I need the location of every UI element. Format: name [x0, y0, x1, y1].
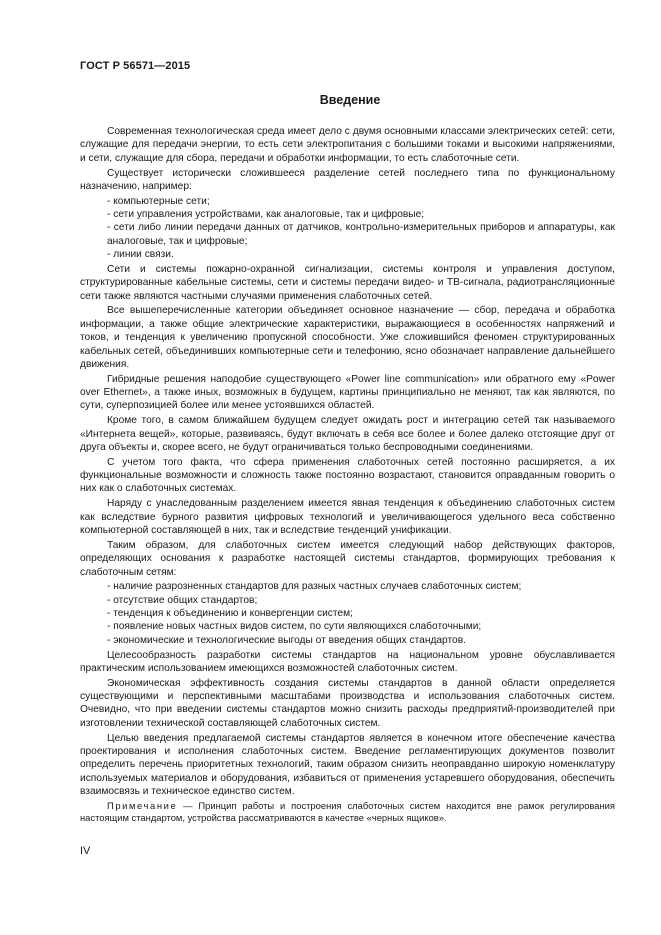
paragraph: Наряду с унаследованным разделением имеется явная тенденция к объединению слаботочных систем как вследствие бурного развития цифровых технологий и увеличивающегося удельного веса собственно компьютерной составляющей в них, так и вследствие тенденций унификации. — [80, 498, 615, 536]
note-text: — Принцип работы и построения слаботочных систем находится вне рамок регулирования настоящим стандартом, устройства рассматриваются в качестве «черных ящиков». — [80, 799, 615, 824]
list-item: - компьютерные сети; — [80, 195, 615, 208]
list-item: - линии связи. — [80, 248, 615, 261]
paragraph: Все вышеперечисленные категории объединяет основное назначение — сбор, передача и обработка информации, а также общие электрические характеристики, выражающиеся в особенностях напряжений и токов, и тенденция к увеличению пропускной способности. Уже сложившийся феномен структурированных кабельных сетей, объединивших компьютерные сети и телефонию, ясно обозначает направление дальнейшего движения. — [80, 305, 615, 370]
page-title: Введение — [319, 93, 381, 107]
note — [80, 800, 615, 825]
document-body — [80, 125, 615, 826]
list-item: - тенденция к объединению и конвергенции систем; — [80, 607, 615, 620]
paragraph: Экономическая эффективность создания системы стандартов в данной области определяется существующими и перспективными масштабами производства и использования слаботочных систем. Очевидно, что при введении системы стандартов можно снизить расходы предприятий-производителей при изготовлении технической составляющей слаботочных систем. — [80, 677, 615, 729]
paragraph: Сети и системы пожарно-охранной сигнализации, системы контроля и управления доступом, структурированные кабельные системы, сети и системы передачи видео- и ТВ-сигнала, радиотрансляционные сети также являются частными случаями применения слаботочных сетей. — [80, 263, 615, 302]
note-label: Примечание — [107, 799, 178, 811]
paragraph: С учетом того факта, что сфера применения слаботочных сетей постоянно расширяется, а их функциональные возможности и сложность также постоянно возрастают, становится оправданным говорить о них как о слаботочных системах. — [80, 456, 615, 495]
paragraph: Целью введения предлагаемой системы стандартов является в конечном итоге обеспечение качества проектирования и исполнения слаботочных систем. Введение регламентирующих документов позволит определить перечень приоритетных технологий, таким образом снизить неоправданно широкую номенклатуру используемых материалов и оборудования, избавиться от применения устаревшего оборудования, обеспечить взаимосвязь и техническое единство систем. — [80, 732, 615, 797]
page-number: IV — [80, 845, 91, 857]
bullet-list — [80, 580, 615, 647]
paragraph: Таким образом, для слаботочных систем имеется следующий набор действующих факторов, определяющих основания к разработке настоящей системы стандартов, формирующих требования к слаботочным сетям: — [80, 539, 615, 578]
list-item: - отсутствие общих стандартов; — [80, 594, 615, 607]
list-item: - сети либо линии передачи данных от датчиков, контрольно-измерительных приборов и аппаратуры, как аналоговые, так и цифровые; — [80, 221, 615, 248]
paragraph: Кроме того, в самом ближайшем будущем следует ожидать рост и интеграцию сетей так называемого «Интернета вещей», которые, развиваясь, будут включать в себя все более и более далеко отстоящие друг от друга объекты и, скорее всего, не будут ограничиваться только беспроводными соединениями. — [80, 415, 615, 453]
list-item: - экономические и технологические выгоды от введения общих стандартов. — [80, 634, 615, 647]
paragraph: Гибридные решения наподобие существующего «Power line communication» или обратного ему «Power over Ethernet», а также иных, возможных в будущем, картины принципиально не меняют, так как являются, по сути, суперпозицией более или менее устоявшихся областей. — [80, 373, 615, 412]
paragraph: Целесообразность разработки системы стандартов на национальном уровне обуславливается практическим использованием имеющихся возможностей слаботочных систем. — [80, 649, 615, 674]
list-item: - наличие разрозненных стандартов для разных частных случаев слаботочных систем; — [80, 580, 615, 593]
paragraph: Существует исторически сложившееся разделение сетей последнего типа по функциональному назначению, например: — [80, 167, 615, 192]
list-item: - сети управления устройствами, как аналоговые, так и цифровые; — [80, 208, 615, 221]
document-standard-number: ГОСТ Р 56571—2015 — [80, 60, 191, 72]
bullet-list — [80, 195, 615, 262]
paragraph: Современная технологическая среда имеет дело с двумя основными классами электрических сетей: сети, служащие для передачи энергии, то есть сети электропитания с большими токами и высокими напряжениями, и сети, служащие для сбора, передачи и обработки информации, то есть слаботочные сети. — [80, 126, 615, 164]
list-item: - появление новых частных видов систем, по сути являющихся слаботочными; — [80, 620, 615, 633]
